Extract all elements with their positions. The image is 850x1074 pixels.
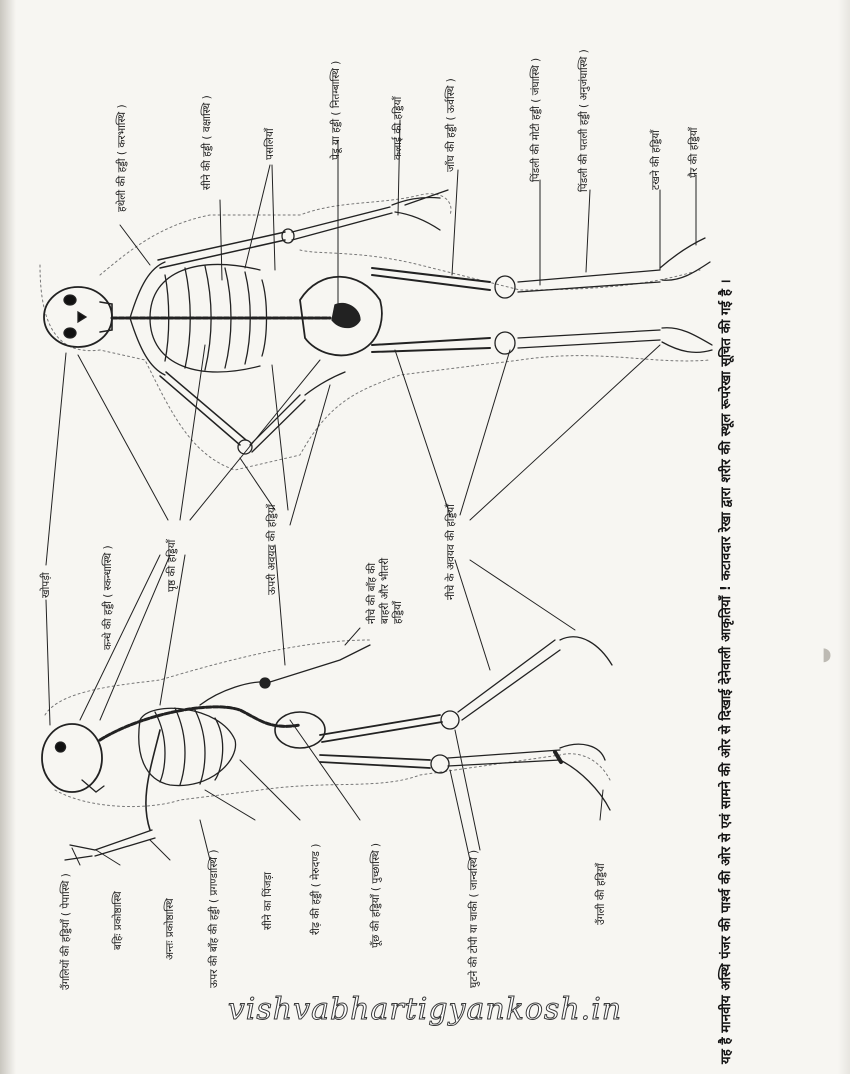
page-speck: ◗ [822, 644, 832, 665]
label-spine: रीढ़ की हड्डी ( मेरुदण्ड ) [310, 843, 322, 935]
label-shin-thin: पिंडली की पतली हड्डी ( अनुजंघास्थि ) [578, 49, 590, 192]
label-arm-bones-back: नीचे की बाँह की बाहरी और भीतरी हड्डियाँ [366, 557, 404, 624]
label-back-bones: पृष्ठ की हड्डियाँ [166, 539, 178, 592]
label-inner-forearm: अन्तः प्रकोष्ठास्थि [164, 898, 176, 960]
label-upper-arm: ऊपर की बाँह की हड्डी ( प्रगण्डास्थि ) [208, 849, 220, 988]
label-shin-thick: पिंडली की मोटी हड्डी ( जंघास्थि ) [530, 57, 542, 182]
label-upper-limb-bones: ऊपरी अवयव की हड्डियाँ [266, 504, 278, 595]
label-lower-limb-bones: नीचे के अवयव की हड्डियाँ [445, 504, 457, 600]
front-skeleton [40, 190, 712, 470]
label-ankle-bones: टखने की हड्डियाँ [650, 130, 662, 190]
label-ribcage: सीने का पिंजड़ा [262, 872, 274, 930]
site-watermark: vishvabhartigyankosh.in [227, 992, 623, 1027]
label-tailbone: पूँछ की हड्डियाँ ( पुच्छास्थि ) [370, 843, 382, 948]
label-hip-bone: पेडू या हड्डी ( नितम्बास्थि ) [330, 60, 342, 160]
label-skull: खोपड़ी [40, 572, 52, 598]
figure-caption: यह है मानवीय अस्थि पंजर की पार्श्व की ओर से एवं सामने की ओर से दिखाई देनेवाली आकृतियाँ ! कटावदार रेखा द्वारा शरीर की स्थूल रूपरेखा सूचित की गई है । [719, 279, 734, 1064]
label-outer-forearm: बहिः प्रकोष्ठास्थि [112, 891, 124, 950]
pointer-lines [46, 120, 696, 865]
label-palm-bones: हथेली की हड्डी ( करभास्थि ) [116, 104, 128, 212]
label-toe-bones: उँगली की हड्डियाँ [595, 863, 607, 925]
label-ribs: पसलियाँ [264, 128, 276, 160]
side-skeleton [42, 637, 612, 860]
label-finger-bones: उँगलियों की हड्डियाँ ( पेपास्थि ) [60, 873, 72, 990]
label-chest-bone: सीने की हड्डी ( वक्षास्थि ) [201, 95, 213, 190]
label-collarbone: कन्धे की हड्डी ( स्कन्धास्थि ) [102, 545, 114, 650]
label-wrist-bones: कलाई की हड्डियाँ [392, 96, 404, 160]
label-foot-bones: पैर की हड्डियाँ [688, 127, 700, 178]
label-kneecap: घुटने की टोपी या चाकी ( जान्वस्थि ) [468, 849, 480, 988]
label-thigh-bone: जाँघ की हड्डी ( ऊर्वस्थि ) [445, 78, 457, 172]
